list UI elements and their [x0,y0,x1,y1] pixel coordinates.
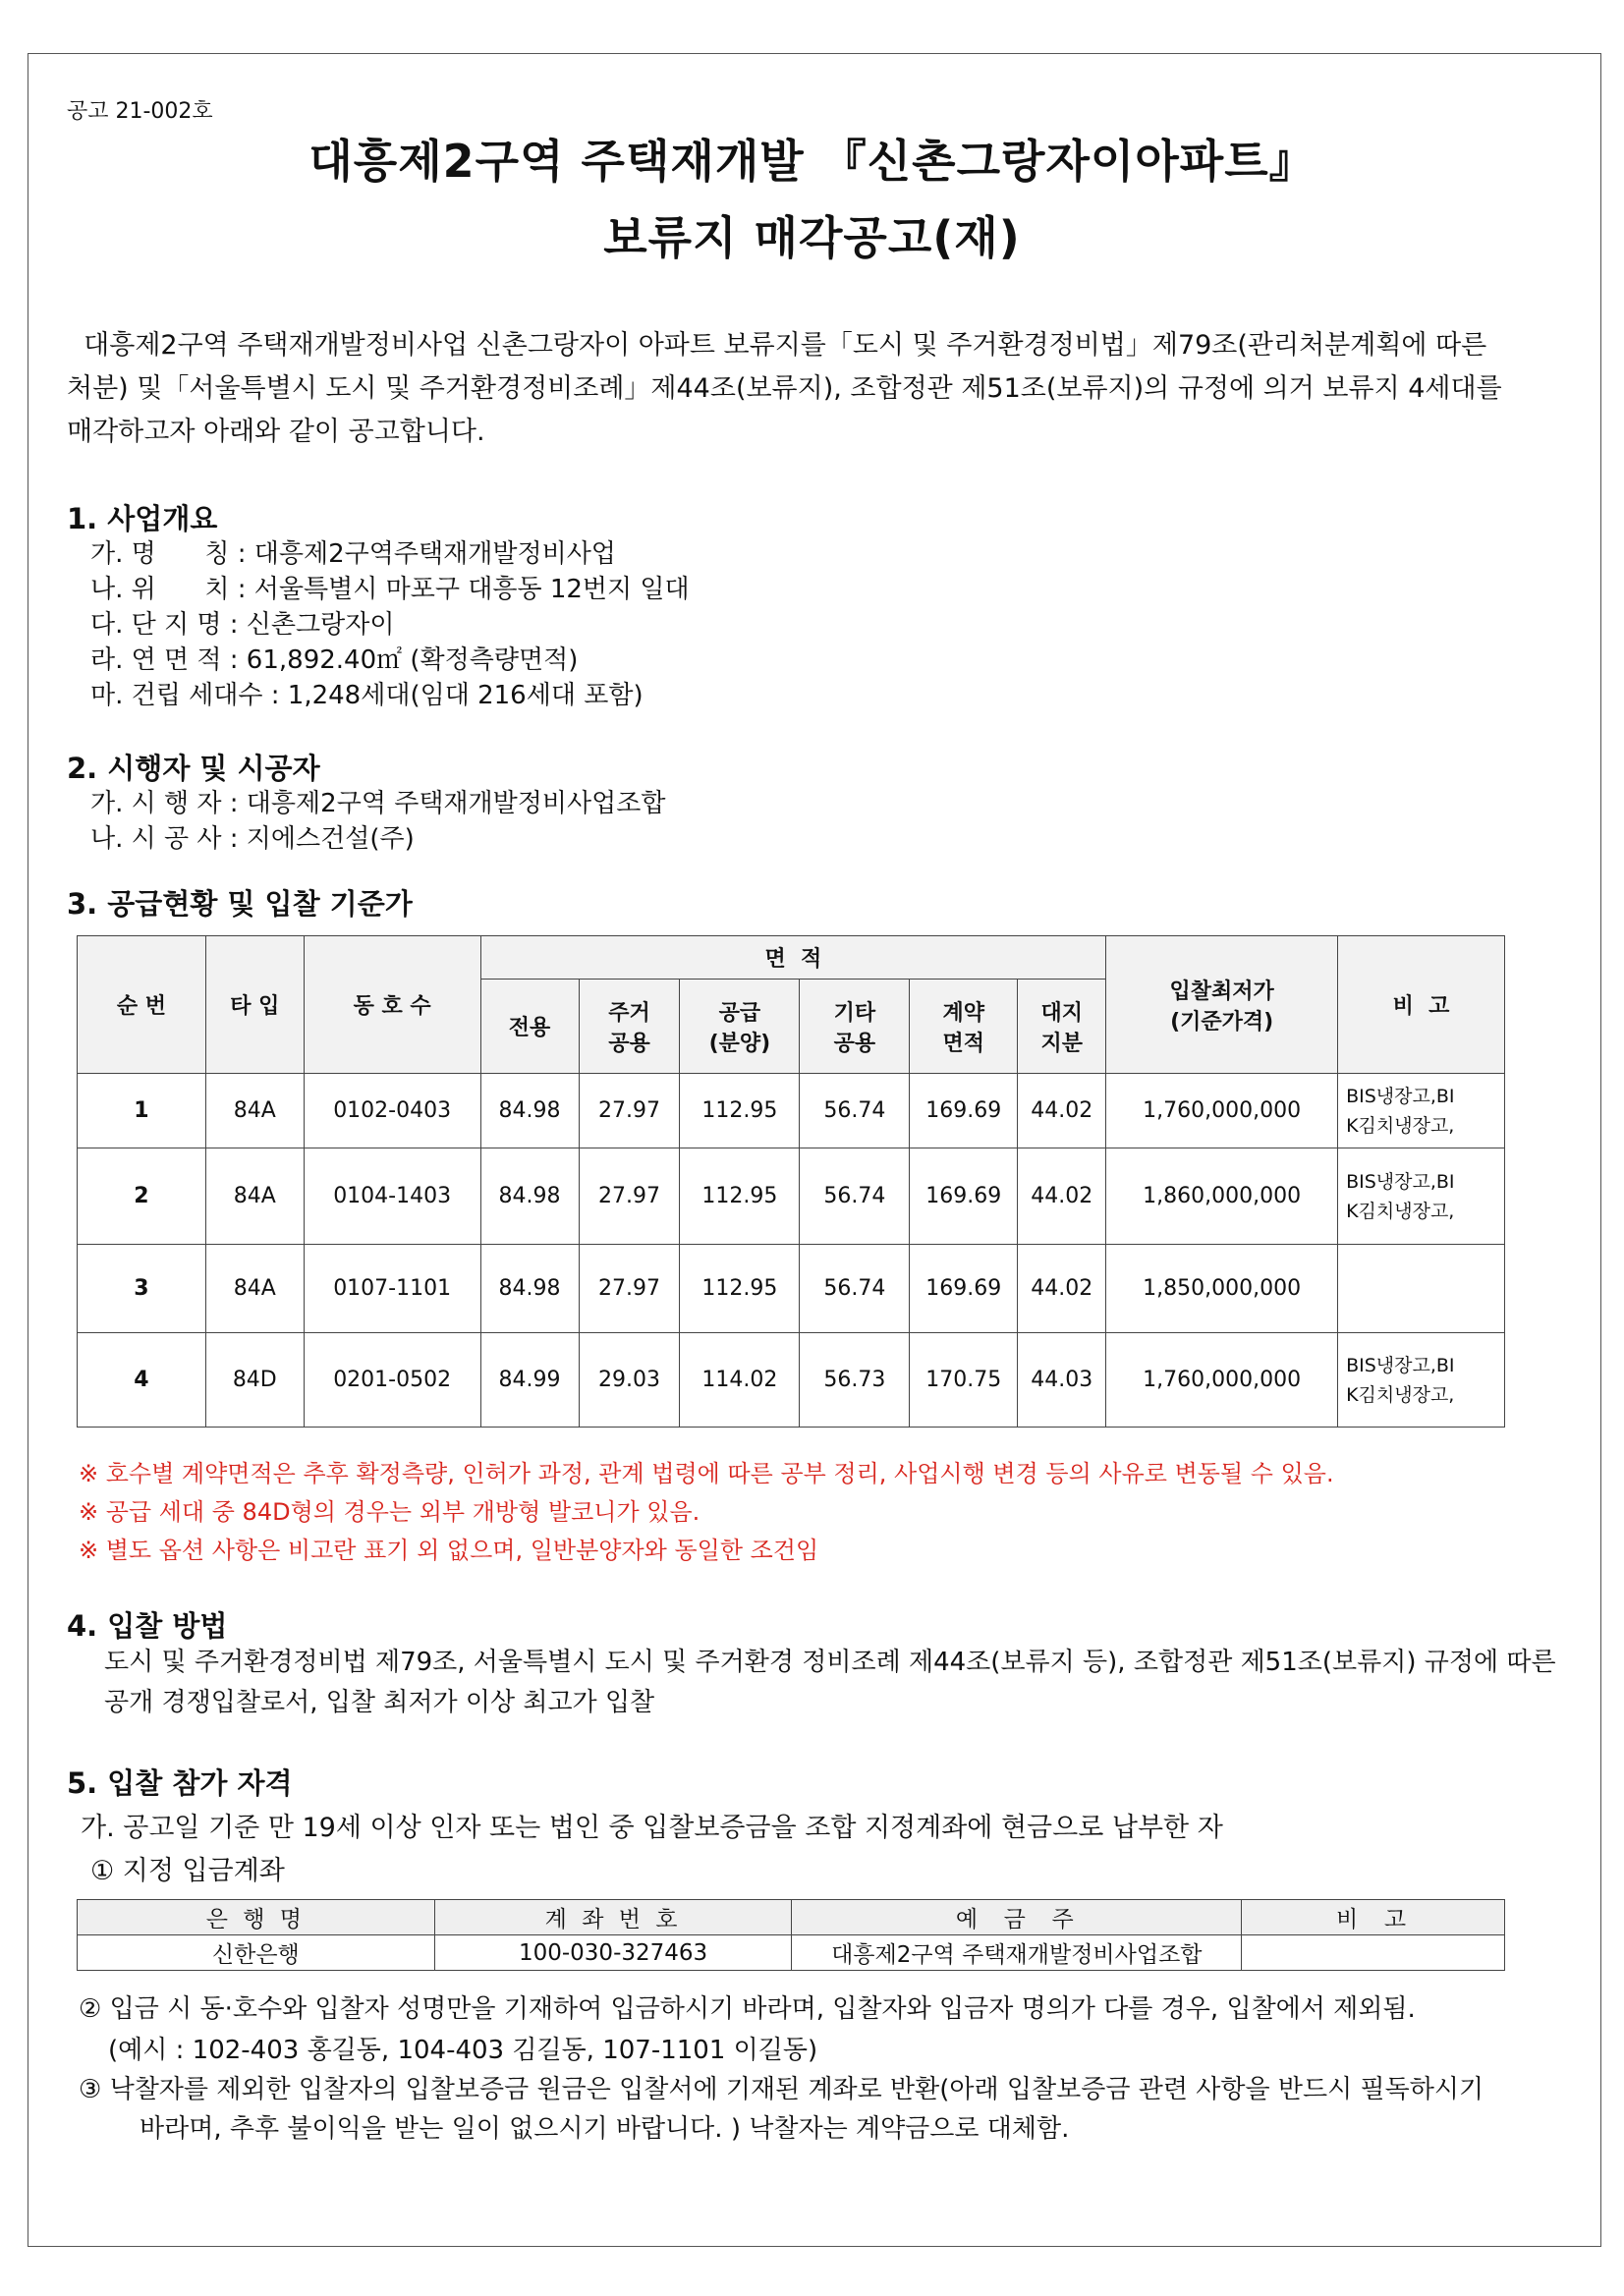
cell-price: 1,760,000,000 [1106,1074,1338,1148]
cell-residential: 29.03 [579,1333,680,1428]
header-exclusive: 전용 [480,980,579,1074]
account-subheading: ① 지정 입금계좌 [90,1856,285,1886]
cell-no: 3 [78,1245,206,1333]
cell-residential: 27.97 [579,1245,680,1333]
cell-unit: 0104-1403 [304,1148,480,1245]
table-row [78,1245,1505,1333]
header-bank: 은 행 명 [78,1900,435,1935]
remark-line: K김치냉장고, [1346,1200,1455,1222]
cell-no: 4 [78,1333,206,1428]
cell-unit: 0107-1101 [304,1245,480,1333]
overview-item: 마. 건립 세대수 : 1,248세대(임대 216세대 포함) [90,681,644,710]
intro-line: 처분) 및「서울특별시 도시 및 주거환경정비조례」제44조(보류지), 조합정관 제51조(보류지)의 규정에 의거 보류지 4세대를 [67,373,1502,404]
overview-item: 라. 연 면 적 : 61,892.40㎡ (확정측량면적) [90,645,579,675]
executor-item: 나. 시 공 사 : 지에스건설(주) [90,824,415,854]
cell-remark [1338,1074,1505,1148]
section-heading-overview: 1. 사업개요 [67,502,218,535]
table-note: ※ 공급 세대 중 84D형의 경우는 외부 개방형 발코니가 있음. [79,1498,700,1526]
cell-exclusive: 84.98 [480,1074,579,1148]
cell-residential: 27.97 [579,1074,680,1148]
cell-supply: 112.95 [680,1148,800,1245]
cell-no: 1 [78,1074,206,1148]
cell-other: 56.73 [800,1333,910,1428]
cell-exclusive: 84.98 [480,1148,579,1245]
header-line: 공급 [718,1000,761,1026]
intro-line: 대흥제2구역 주택재개발정비사업 신촌그랑자이 아파트 보류지를「도시 및 주거환경정비법」제79조(관리처분계획에 따른 [67,330,1487,361]
cell-other: 56.74 [800,1245,910,1333]
header-line: 공용 [608,1031,650,1056]
section-heading-method: 4. 입찰 방법 [67,1609,228,1643]
cell-type: 84A [205,1148,304,1245]
cell-other: 56.74 [800,1148,910,1245]
cell-remark [1338,1148,1505,1245]
page-title: 대흥제2구역 주택재개발 『신촌그랑자이아파트』 [308,135,1316,188]
header-supply [680,980,800,1074]
header-holder: 예 금 주 [792,1900,1242,1935]
cell-exclusive: 84.98 [480,1245,579,1333]
table-note: ※ 호수별 계약면적은 추후 확정측량, 인허가 과정, 관계 법령에 따른 공부 정리, 사업시행 변경 등의 사유로 변동될 수 있음. [79,1460,1334,1487]
method-line: 공개 경쟁입찰로서, 입찰 최저가 이상 최고가 입찰 [104,1688,655,1717]
header-price [1106,936,1338,1074]
header-line: 면적 [942,1031,985,1056]
table-row [78,1333,1505,1428]
cell-unit: 0102-0403 [304,1074,480,1148]
header-land [1018,980,1106,1074]
cell-type: 84A [205,1074,304,1148]
cell-land: 44.03 [1018,1333,1106,1428]
header-no: 순 번 [78,936,206,1074]
cell-other: 56.74 [800,1074,910,1148]
cell-supply: 114.02 [680,1333,800,1428]
remark-line: K김치냉장고, [1346,1383,1455,1406]
remark-line: BIS냉장고,BI [1346,1354,1455,1376]
remark-line: BIS냉장고,BI [1346,1085,1455,1107]
header-price-line: (기준가격) [1170,1009,1274,1035]
executor-item: 가. 시 행 자 : 대흥제2구역 주택재개발정비사업조합 [90,789,666,818]
cell-price: 1,760,000,000 [1106,1333,1338,1428]
header-unit: 동 호 수 [304,936,480,1074]
cell-exclusive: 84.99 [480,1333,579,1428]
cell-remark [1338,1333,1505,1428]
cell-type: 84A [205,1245,304,1333]
header-line: 기타 [833,1000,876,1026]
refund-instruction-cont: 바라며, 추후 불이익을 받는 일이 없으시기 바랍니다. ) 낙찰자는 계약금으로 대체함. [140,2114,1070,2144]
intro-paragraph [67,324,1560,454]
intro-line: 매각하고자 아래와 같이 공고합니다. [67,417,485,447]
header-remark: 비 고 [1338,936,1505,1074]
cell-contract: 169.69 [910,1148,1018,1245]
cell-land: 44.02 [1018,1148,1106,1245]
cell-contract: 170.75 [910,1333,1018,1428]
cell-land: 44.02 [1018,1245,1106,1333]
header-remark: 비 고 [1242,1900,1505,1935]
table-row [78,1148,1505,1245]
cell-unit: 0201-0502 [304,1333,480,1428]
deposit-example: (예시 : 102-403 홍길동, 104-403 김길동, 107-1101 이길동) [108,2036,818,2065]
cell-contract: 169.69 [910,1074,1018,1148]
cell-account: 100-030-327463 [434,1935,792,1971]
header-line: 주거 [608,1000,650,1026]
method-line: 도시 및 주거환경정비법 제79조, 서울특별시 도시 및 주거환경 정비조례 제44조(보류지 등), 조합정관 제51조(보류지) 규정에 따른 [104,1648,1556,1677]
header-line: 공용 [833,1031,876,1056]
deposit-instruction: ② 입금 시 동·호수와 입찰자 성명만을 기재하여 입금하시기 바라며, 입찰자와 입금자 명의가 다를 경우, 입찰에서 제외됨. [79,1994,1416,2024]
header-line: 대지 [1040,1000,1083,1026]
header-line: 계약 [942,1000,985,1026]
header-residential [579,980,680,1074]
remark-line: K김치냉장고, [1346,1114,1455,1137]
table-row [78,1935,1505,1971]
overview-item: 나. 위 치 : 서울특별시 마포구 대흥동 12번지 일대 [90,575,690,604]
header-type: 타 입 [205,936,304,1074]
cell-land: 44.02 [1018,1074,1106,1148]
notice-number: 공고 21-002호 [67,99,213,124]
overview-item: 가. 명 칭 : 대흥제2구역주택재개발정비사업 [90,539,616,569]
cell-contract: 169.69 [910,1245,1018,1333]
cell-type: 84D [205,1333,304,1428]
cell-holder: 대흥제2구역 주택재개발정비사업조합 [792,1935,1242,1971]
overview-item: 다. 단 지 명 : 신촌그랑자이 [90,610,395,640]
table-note: ※ 별도 옵션 사항은 비고란 표기 외 없으며, 일반분양자와 동일한 조건임 [79,1537,819,1564]
header-area: 면 적 [480,936,1106,980]
page-subtitle: 보류지 매각공고(재) [603,211,1021,264]
cell-remark [1242,1935,1505,1971]
refund-instruction: ③ 낙찰자를 제외한 입찰자의 입찰보증금 원금은 입찰서에 기재된 계좌로 반환(아래 입찰보증금 관련 사항을 반드시 필독하시기 [79,2075,1484,2104]
header-other [800,980,910,1074]
cell-supply: 112.95 [680,1074,800,1148]
header-line: 지분 [1040,1031,1083,1056]
supply-table [77,935,1505,1428]
header-contract [910,980,1018,1074]
cell-no: 2 [78,1148,206,1245]
header-line: (분양) [708,1031,771,1056]
cell-supply: 112.95 [680,1245,800,1333]
eligibility-item: 가. 공고일 기준 만 19세 이상 인자 또는 법인 중 입찰보증금을 조합 지정계좌에 현금으로 납부한 자 [81,1813,1223,1843]
section-heading-supply: 3. 공급현황 및 입찰 기준가 [67,887,413,921]
cell-price: 1,860,000,000 [1106,1148,1338,1245]
cell-remark [1338,1245,1505,1333]
header-price-line: 입찰최저가 [1169,979,1274,1004]
header-account: 계 좌 번 호 [434,1900,792,1935]
cell-price: 1,850,000,000 [1106,1245,1338,1333]
table-row [78,1074,1505,1148]
section-heading-executor: 2. 시행자 및 시공자 [67,752,320,785]
remark-line: BIS냉장고,BI [1346,1170,1455,1193]
cell-residential: 27.97 [579,1148,680,1245]
account-table [77,1899,1505,1971]
cell-bank: 신한은행 [78,1935,435,1971]
section-heading-eligibility: 5. 입찰 참가 자격 [67,1766,293,1800]
